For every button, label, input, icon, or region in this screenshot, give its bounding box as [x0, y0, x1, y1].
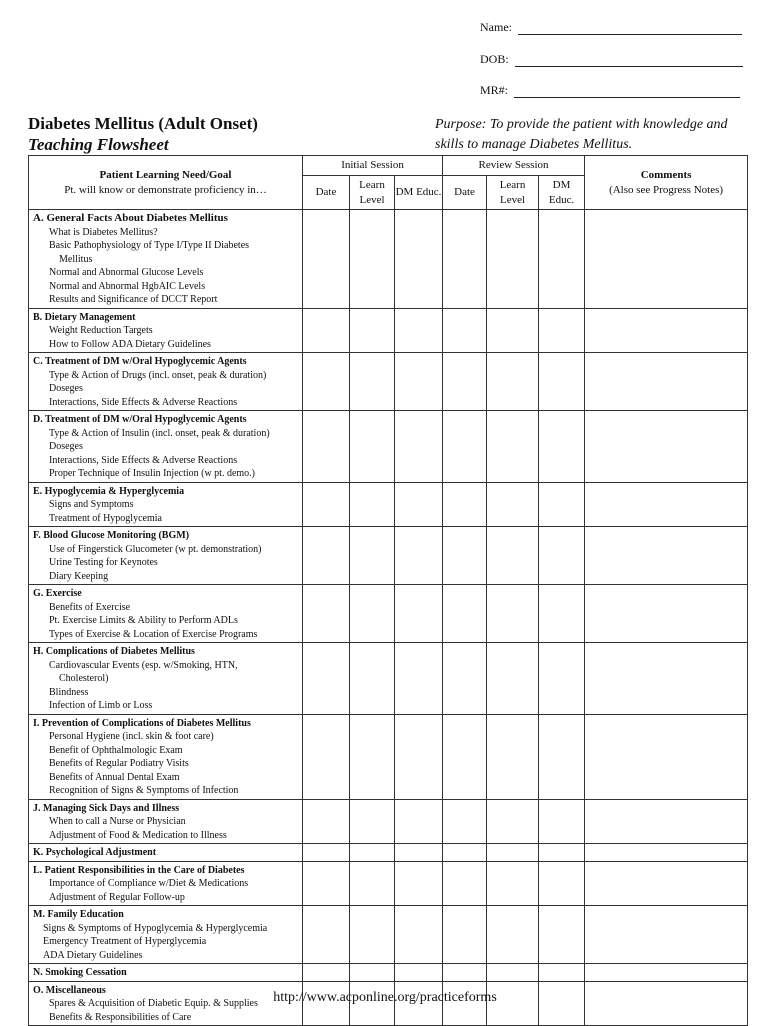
section-item: Doseges: [49, 383, 83, 394]
comments-cell[interactable]: [585, 527, 748, 585]
section-row: [29, 799, 748, 844]
goal-header: Patient Learning Need/Goal: [99, 168, 232, 181]
section-item: Doseges: [49, 441, 83, 452]
comments-cell[interactable]: [585, 964, 748, 982]
section-item: How to Follow ADA Dietary Guidelines: [49, 338, 211, 350]
review-date-cell[interactable]: [443, 714, 487, 799]
initial-learn-level-cell[interactable]: [350, 585, 395, 643]
review-learn-level-cell[interactable]: [487, 353, 539, 411]
comments-cell[interactable]: [585, 714, 748, 799]
initial-dm-educ-cell[interactable]: [395, 799, 443, 844]
comments-cell[interactable]: [585, 861, 748, 906]
review-date-cell[interactable]: [443, 906, 487, 964]
initial-learn-level-cell[interactable]: [350, 527, 395, 585]
review-dm-educ-cell[interactable]: [539, 714, 585, 799]
review-learn-level-cell[interactable]: [487, 844, 539, 862]
section-item: Type & Action of Drugs (incl. onset, peak & duration): [49, 369, 267, 381]
section-title: A. General Facts About Diabetes Mellitus: [33, 212, 228, 224]
review-date-cell[interactable]: [443, 353, 487, 411]
initial-dm-educ-cell[interactable]: [395, 906, 443, 964]
section-item: Mellitus: [59, 253, 93, 265]
section-row: [29, 308, 748, 353]
section-item: Urine Testing for Keynotes: [49, 557, 158, 568]
initial-date-cell[interactable]: [303, 482, 350, 527]
review-learn-level-header: Learn Level: [487, 176, 539, 210]
initial-date-cell[interactable]: [303, 844, 350, 862]
review-learn-level-cell[interactable]: [487, 799, 539, 844]
section-row: [29, 964, 748, 982]
section-row: [29, 906, 748, 964]
initial-learn-level-cell[interactable]: [350, 714, 395, 799]
section-item: Recognition of Signs & Symptoms of Infection: [49, 785, 239, 796]
initial-learn-level-cell[interactable]: [350, 353, 395, 411]
initial-date-cell[interactable]: [303, 353, 350, 411]
initial-date-cell[interactable]: [303, 585, 350, 643]
section-item: Benefits of Regular Podiatry Visits: [49, 758, 189, 769]
section-item: What is Diabetes Mellitus?: [49, 226, 158, 238]
section-goal-cell: [29, 964, 303, 982]
comments-cell[interactable]: [585, 308, 748, 353]
initial-dm-educ-cell[interactable]: [395, 844, 443, 862]
review-date-cell[interactable]: [443, 482, 487, 527]
section-title: D. Treatment of DM w/Oral Hypoglycemic Agents: [33, 414, 247, 425]
section-item: Interactions, Side Effects & Adverse Reactions: [49, 396, 238, 408]
section-goal-cell: [29, 844, 303, 862]
initial-dm-educ-cell[interactable]: [395, 643, 443, 715]
section-item: Blindness: [49, 686, 89, 698]
goal-header-cell: [29, 156, 303, 210]
comments-cell[interactable]: [585, 210, 748, 309]
initial-dm-educ-cell[interactable]: [395, 482, 443, 527]
section-title: H. Complications of Diabetes Mellitus: [33, 646, 195, 657]
review-dm-educ-cell[interactable]: [539, 643, 585, 715]
section-item: Weight Reduction Targets: [49, 325, 153, 336]
review-dm-educ-cell[interactable]: [539, 906, 585, 964]
review-dm-educ-cell[interactable]: [539, 844, 585, 862]
comments-header: Comments: [640, 168, 692, 181]
section-title: G. Exercise: [33, 588, 82, 599]
comments-cell[interactable]: [585, 643, 748, 715]
section-item: Treatment of Hypoglycemia: [49, 512, 162, 524]
section-row: [29, 411, 748, 483]
initial-dm-educ-cell[interactable]: [395, 308, 443, 353]
review-dm-educ-cell[interactable]: [539, 861, 585, 906]
section-goal-cell: [29, 527, 303, 585]
initial-date-cell[interactable]: [303, 210, 350, 309]
review-session-header: Review Session: [443, 156, 585, 176]
review-learn-level-cell[interactable]: [487, 210, 539, 309]
initial-learn-level-cell[interactable]: [350, 482, 395, 527]
review-dm-educ-cell[interactable]: [539, 585, 585, 643]
review-date-cell[interactable]: [443, 210, 487, 309]
review-dm-educ-cell[interactable]: [539, 799, 585, 844]
name-field[interactable]: [480, 20, 742, 35]
review-date-cell[interactable]: [443, 411, 487, 483]
initial-learn-level-cell[interactable]: [350, 844, 395, 862]
section-item: When to call a Nurse or Physician: [49, 816, 186, 827]
review-date-cell[interactable]: [443, 585, 487, 643]
initial-date-cell[interactable]: [303, 799, 350, 844]
initial-date-cell[interactable]: [303, 643, 350, 715]
section-title: C. Treatment of DM w/Oral Hypoglycemic Agents: [33, 356, 247, 367]
initial-dm-educ-cell[interactable]: [395, 861, 443, 906]
initial-dm-educ-cell[interactable]: [395, 210, 443, 309]
review-dm-educ-cell[interactable]: [539, 482, 585, 527]
review-learn-level-cell[interactable]: [487, 482, 539, 527]
section-title: I. Prevention of Complications of Diabetes Mellitus: [33, 717, 251, 729]
review-date-cell[interactable]: [443, 799, 487, 844]
review-learn-level-cell[interactable]: [487, 861, 539, 906]
section-item: Types of Exercise & Location of Exercise Programs: [49, 628, 258, 640]
initial-dm-educ-header: DM Educ.: [395, 176, 443, 210]
review-learn-level-cell[interactable]: [487, 714, 539, 799]
initial-date-cell[interactable]: [303, 964, 350, 982]
review-dm-educ-cell[interactable]: [539, 527, 585, 585]
section-item: Results and Significance of DCCT Report: [49, 294, 218, 305]
dob-line[interactable]: [515, 54, 743, 67]
review-learn-level-cell[interactable]: [487, 643, 539, 715]
initial-dm-educ-cell[interactable]: [395, 353, 443, 411]
section-row: [29, 714, 748, 799]
review-learn-level-cell[interactable]: [487, 964, 539, 982]
review-date-cell[interactable]: [443, 844, 487, 862]
section-item: Type & Action of Insulin (incl. onset, peak & duration): [49, 427, 270, 439]
initial-date-cell[interactable]: [303, 906, 350, 964]
mr-label: MR#:: [480, 83, 509, 97]
initial-learn-level-cell[interactable]: [350, 964, 395, 982]
comments-cell[interactable]: [585, 411, 748, 483]
review-dm-educ-cell[interactable]: [539, 353, 585, 411]
section-title: O. Miscellaneous: [33, 984, 106, 996]
review-date-cell[interactable]: [443, 861, 487, 906]
section-item: Pt. Exercise Limits & Ability to Perform ADLs: [49, 615, 238, 626]
section-row: [29, 844, 748, 862]
section-item: Benefits of Annual Dental Exam: [49, 771, 180, 783]
name-label: Name:: [480, 20, 512, 34]
review-date-cell[interactable]: [443, 527, 487, 585]
footer-url[interactable]: http://www.acponline.org/practiceforms: [273, 990, 497, 1005]
document-subtitle: Teaching Flowsheet: [28, 135, 169, 154]
section-item: Emergency Treatment of Hyperglycemia: [43, 936, 207, 947]
comments-cell[interactable]: [585, 482, 748, 527]
section-item: Normal and Abnormal HgbAIC Levels: [49, 280, 206, 292]
section-goal-cell: [29, 906, 303, 964]
section-item: Adjustment of Food & Medication to Illness: [49, 829, 227, 841]
initial-learn-level-cell[interactable]: [350, 308, 395, 353]
section-row: [29, 643, 748, 715]
section-title: F. Blood Glucose Monitoring (BGM): [33, 530, 190, 541]
section-title: N. Smoking Cessation: [33, 967, 127, 978]
section-goal-cell: [29, 482, 303, 527]
review-dm-educ-header: DM Educ.: [539, 176, 585, 210]
comments-note: (Also see Progress Notes): [609, 183, 724, 196]
initial-dm-educ-cell[interactable]: [395, 585, 443, 643]
section-item: Personal Hygiene (incl. skin & foot care): [49, 731, 214, 742]
section-item: Benefit of Ophthalmologic Exam: [49, 744, 183, 756]
review-learn-level-cell[interactable]: [487, 585, 539, 643]
initial-date-cell[interactable]: [303, 527, 350, 585]
section-row: [29, 482, 748, 527]
initial-dm-educ-cell[interactable]: [395, 714, 443, 799]
section-item: Importance of Compliance w/Diet & Medications: [49, 878, 249, 889]
comments-cell[interactable]: [585, 799, 748, 844]
initial-learn-level-cell[interactable]: [350, 643, 395, 715]
initial-dm-educ-cell[interactable]: [395, 964, 443, 982]
section-goal-cell: [29, 210, 303, 309]
initial-learn-level-cell[interactable]: [350, 861, 395, 906]
mr-line[interactable]: [514, 85, 740, 98]
review-dm-educ-cell[interactable]: [539, 411, 585, 483]
section-item: Cholesterol): [59, 673, 109, 684]
review-date-cell[interactable]: [443, 308, 487, 353]
review-dm-educ-cell[interactable]: [539, 308, 585, 353]
section-item: Benefits of Exercise: [49, 601, 131, 613]
mr-field[interactable]: [480, 83, 740, 98]
review-date-cell[interactable]: [443, 643, 487, 715]
section-goal-cell: [29, 643, 303, 715]
name-line[interactable]: [518, 22, 742, 35]
goal-subheader: Pt. will know or demonstrate proficiency in…: [64, 183, 267, 196]
section-row: [29, 585, 748, 643]
section-goal-cell: [29, 353, 303, 411]
section-goal-cell: [29, 861, 303, 906]
initial-dm-educ-cell[interactable]: [395, 411, 443, 483]
section-item: Signs and Symptoms: [49, 499, 134, 510]
section-title: B. Dietary Management: [33, 311, 136, 323]
initial-date-cell[interactable]: [303, 861, 350, 906]
initial-dm-educ-cell[interactable]: [395, 527, 443, 585]
section-goal-cell: [29, 799, 303, 844]
section-item: Benefits & Responsibilities of Care: [49, 1011, 192, 1023]
review-learn-level-cell[interactable]: [487, 308, 539, 353]
initial-date-cell[interactable]: [303, 308, 350, 353]
initial-learn-level-cell[interactable]: [350, 906, 395, 964]
review-learn-level-cell[interactable]: [487, 906, 539, 964]
section-title: E. Hypoglycemia & Hyperglycemia: [33, 485, 185, 497]
section-item: Diary Keeping: [49, 570, 109, 582]
review-date-header: Date: [443, 176, 487, 210]
section-title: M. Family Education: [33, 909, 124, 920]
section-item: Basic Pathophysiology of Type I/Type II Diabetes: [49, 240, 250, 251]
initial-date-cell[interactable]: [303, 714, 350, 799]
section-item: Proper Technique of Insulin Injection (w pt. demo.): [49, 468, 256, 479]
purpose-statement: Purpose: To provide the patient with knowledge and skills to manage Diabetes Mellitus.: [435, 117, 728, 152]
section-goal-cell: [29, 585, 303, 643]
section-title: L. Patient Responsibilities in the Care of Diabetes: [33, 864, 245, 876]
section-item: Spares & Acquisition of Diabetic Equip. & Supplies: [49, 998, 258, 1009]
comments-cell[interactable]: [585, 353, 748, 411]
comments-header-cell: [585, 156, 748, 210]
section-title: J. Managing Sick Days and Illness: [33, 802, 180, 814]
teaching-flowsheet-table: [28, 155, 748, 1026]
section-row: [29, 210, 748, 309]
dob-field[interactable]: [480, 52, 743, 67]
section-goal-cell: [29, 308, 303, 353]
section-row: [29, 353, 748, 411]
comments-cell[interactable]: [585, 906, 748, 964]
document-title: Diabetes Mellitus (Adult Onset): [28, 114, 258, 133]
review-learn-level-cell[interactable]: [487, 411, 539, 483]
review-learn-level-cell[interactable]: [487, 527, 539, 585]
initial-date-header: Date: [303, 176, 350, 210]
initial-date-cell[interactable]: [303, 411, 350, 483]
comments-cell[interactable]: [585, 844, 748, 862]
review-dm-educ-cell[interactable]: [539, 964, 585, 982]
dob-label: DOB:: [480, 52, 509, 66]
section-goal-cell: [29, 411, 303, 483]
section-goal-cell: [29, 714, 303, 799]
section-item: ADA Dietary Guidelines: [43, 949, 143, 961]
section-item: Normal and Abnormal Glucose Levels: [49, 267, 204, 278]
section-item: Adjustment of Regular Follow-up: [49, 891, 185, 903]
review-dm-educ-cell[interactable]: [539, 210, 585, 309]
initial-learn-level-cell[interactable]: [350, 799, 395, 844]
initial-learn-level-cell[interactable]: [350, 411, 395, 483]
section-row: [29, 861, 748, 906]
section-row: [29, 527, 748, 585]
initial-learn-level-cell[interactable]: [350, 210, 395, 309]
comments-cell[interactable]: [585, 585, 748, 643]
section-item: Use of Fingerstick Glucometer (w pt. demonstration): [49, 543, 262, 555]
section-item: Signs & Symptoms of Hypoglycemia & Hyperglycemia: [43, 922, 268, 934]
review-date-cell[interactable]: [443, 964, 487, 982]
section-title: K. Psychological Adjustment: [33, 847, 157, 858]
initial-session-header: Initial Session: [303, 156, 443, 176]
section-item: Cardiovascular Events (esp. w/Smoking, HTN,: [49, 659, 238, 671]
section-item: Interactions, Side Effects & Adverse Reactions: [49, 454, 238, 466]
section-item: Infection of Limb or Loss: [49, 700, 153, 711]
initial-learn-level-header: Learn Level: [350, 176, 395, 210]
